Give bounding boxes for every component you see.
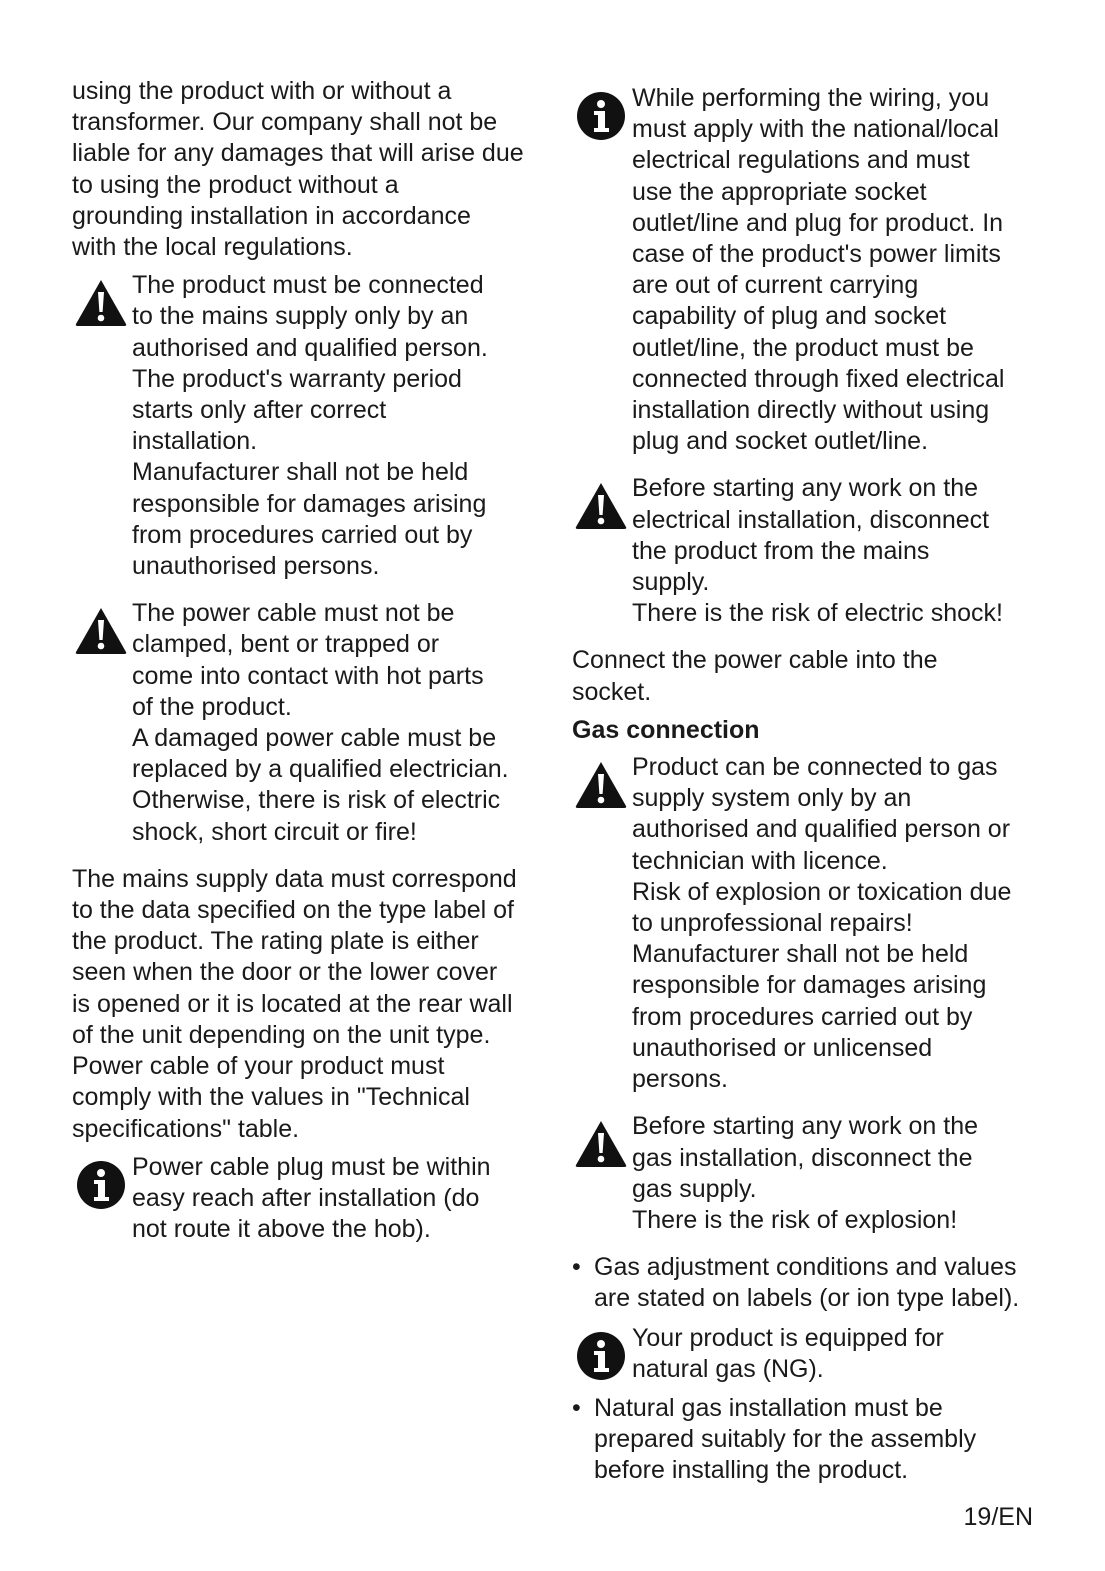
warning-text: Manufacturer shall not be held responsible for damages arising from procedures carried out by unauthorised or unlicensed persons. bbox=[632, 940, 987, 1094]
warning-text: The product must be connected to the mains supply only by an authorised and qualified person. The product's warranty period starts only after correct installation. bbox=[132, 271, 488, 456]
right-column bbox=[572, 76, 1042, 1495]
info-power-plug bbox=[72, 1152, 542, 1246]
info-circle-icon bbox=[576, 1331, 626, 1381]
warning-text: There is the risk of explosion! bbox=[632, 1205, 958, 1234]
warning-text: The power cable must not be clamped, bent or trapped or come into contact with hot parts of the product. bbox=[132, 599, 484, 721]
warning-disconnect-mains bbox=[572, 473, 1042, 629]
warning-triangle-icon bbox=[574, 1119, 628, 1169]
mains-data-paragraph: The mains supply data must correspond to the data specified on the type label of the product. The rating plate is either seen when the door or the lower cover is opened or it is located at the rear wall of the unit depending on the unit type. Power cable of your product must comply with the values in "Technical specifications" table. bbox=[72, 864, 517, 1143]
warning-text: Before starting any work on the gas installation, disconnect the gas supply. bbox=[632, 1112, 979, 1203]
page-number: 19/EN bbox=[963, 1503, 1033, 1531]
warning-power-cable bbox=[72, 598, 542, 848]
gas-connection-heading: Gas connection bbox=[572, 715, 760, 744]
info-text: While performing the wiring, you must apply with the national/local electrical regulations and must use the appropriate socket outlet/line and plug for product. In case of the product's power limits are out of current carrying capability of plug and socket outlet/line, the product must be connected through fixed electrical installation directly without using plug and socket outlet/line. bbox=[632, 84, 1005, 456]
warning-gas-disconnect bbox=[572, 1111, 1042, 1236]
bullet-text: Gas adjustment conditions and values are stated on labels (or ion type label). bbox=[594, 1253, 1020, 1313]
warning-text: Before starting any work on the electrical installation, disconnect the product from the mains supply. bbox=[632, 474, 990, 597]
info-circle-icon bbox=[576, 91, 626, 141]
bullet-gas-installation bbox=[572, 1393, 1042, 1487]
left-column bbox=[72, 76, 542, 1261]
warning-text: A damaged power cable must be replaced by a qualified electrician. Otherwise, there is risk of electric shock, short circuit or fire! bbox=[132, 724, 509, 846]
warning-triangle-icon bbox=[74, 278, 128, 328]
bullet-dot: • bbox=[572, 1393, 581, 1422]
warning-triangle-icon bbox=[74, 606, 128, 656]
warning-triangle-icon bbox=[574, 481, 628, 531]
warning-text: Manufacturer shall not be held responsible for damages arising from procedures carried out by unauthorised persons. bbox=[132, 458, 487, 581]
warning-text: Product can be connected to gas supply system only by an authorised and qualified person or technician with licence. bbox=[632, 753, 1011, 875]
warning-text: Risk of explosion or toxication due to unprofessional repairs! bbox=[632, 877, 1012, 938]
connect-cable-paragraph: Connect the power cable into the socket. bbox=[572, 646, 938, 706]
info-text: Power cable plug must be within easy reach after installation (do not route it above the hob). bbox=[132, 1152, 491, 1244]
warning-text: There is the risk of electric shock! bbox=[632, 599, 1003, 628]
intro-paragraph: using the product with or without a transformer. Our company shall not be liable for any damages that will arise due to using the product without a grounding installation in accordance with the local regulations. bbox=[72, 77, 524, 262]
bullet-text: Natural gas installation must be prepared suitably for the assembly before installing the product. bbox=[594, 1393, 977, 1485]
warning-gas-authorised bbox=[572, 752, 1042, 1095]
info-text: Your product is equipped for natural gas (NG). bbox=[632, 1323, 944, 1383]
warning-authorised-connection bbox=[72, 270, 542, 582]
warning-triangle-icon bbox=[574, 760, 628, 810]
info-wiring bbox=[572, 83, 1042, 457]
info-circle-icon bbox=[76, 1160, 126, 1210]
info-natural-gas bbox=[572, 1323, 1042, 1385]
bullet-gas-adjustment bbox=[572, 1252, 1042, 1314]
bullet-dot: • bbox=[572, 1253, 581, 1282]
